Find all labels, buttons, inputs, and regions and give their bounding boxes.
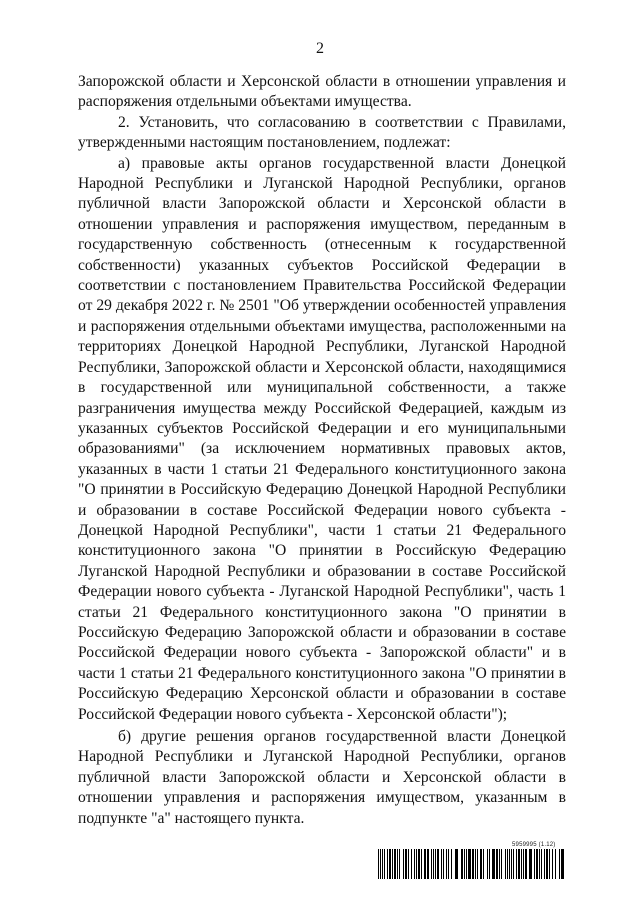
paragraph-item-2: 2. Установить, что согласованию в соответствии с Правилами, утвержденными настоящим постановлением, подлежат: [78, 113, 566, 152]
paragraph-subitem-a: а) правовые акты органов государственной власти Донецкой Народной Республики и Луганской Народной Республики, органов публичной власти Запорожской области и Херсонской области в отношении управления и распоряжения имуществом, переданным в государственную собственность (отнесенным к государственной собственности) указанных субъектов Российской Федерации в соответствии с постановлением Правительства Российской Федерации от 29 декабря 2022 г. № 2501 "Об утверждении особенностей управления и распоряжения отдельными объектами имущества, расположенными на территориях Донецкой Народной Республики, Луганской Народной Республики, Запорожской области и Херсонской области, находящимися в государственной или муниципальной собственности, а также разграничения имущества между Российской Федерацией, каждым из указанных субъектов Российской Федерации и его муниципальными образованиями" (за исключением нормативных правовых актов, указанных в части 1 статьи 21 Федерального конституционного закона "О принятии в Российскую Федерацию Донецкой Народной Республики и образовании в составе Российской Федерации нового субъекта - Донецкой Народной Республики", части 1 статьи 21 Федерального конституционного закона "О принятии в Российскую Федерацию Луганской Народной Республики и образовании в составе Российской Федерации нового субъекта - Луганской Народной Республики", часть 1 статьи 21 Федерального конституционного закона "О принятии в Российскую Федерацию Запорожской области и образовании в составе Российской Федерации нового субъекта - Запорожской области" и в части 1 статьи 21 Федерального конституционного закона "О принятии в Российскую Федерацию Херсонской области и образовании в составе Российской Федерации нового субъекта - Херсонской области"); [78, 154, 566, 723]
page-number: 2 [316, 40, 324, 57]
document-id: 5959995 (1.12) [512, 842, 556, 848]
barcode-image [378, 849, 564, 879]
paragraph-continuation: Запорожской области и Херсонской области в отношении управления и распоряжения отдельными объектами имущества. [78, 73, 566, 111]
paragraph-subitem-b: б) другие решения органов государственной власти Донецкой Народной Республики и Луганской Народной Республики, органов публичной власти Запорожской области и Херсонской области в отношении управления и распоряжения имуществом, указанным в подпункте "а" настоящего пункта. [78, 728, 566, 827]
document-body [78, 72, 566, 829]
